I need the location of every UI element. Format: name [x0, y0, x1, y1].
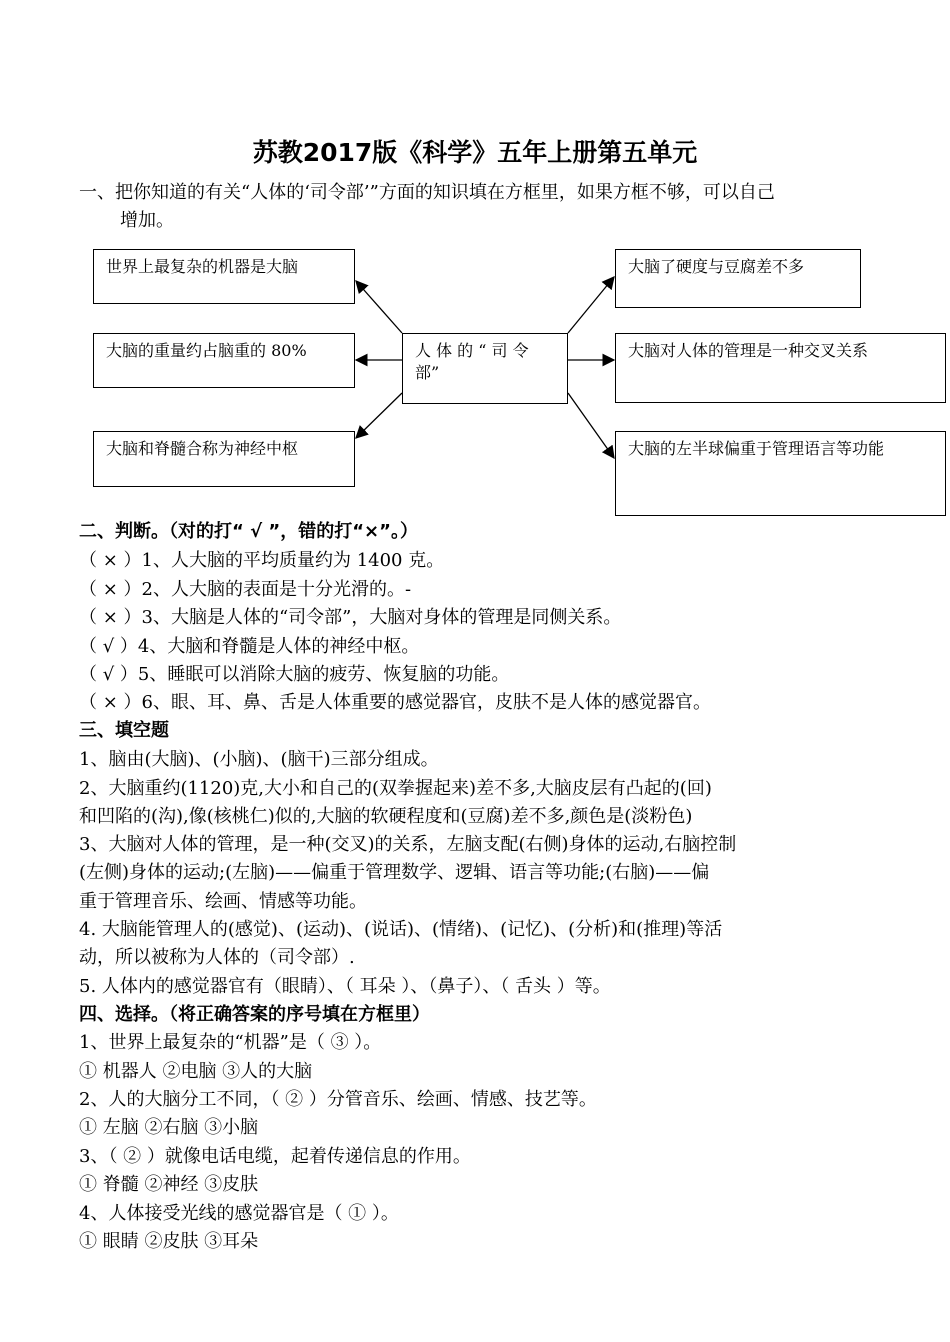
question-1-line2: 增加。	[120, 210, 174, 231]
left-box-2: 大脑的重量约占脑重的 80%	[93, 333, 355, 388]
fill-line-5: (左侧)身体的运动;(左脑)——偏重于管理数学、逻辑、语言等功能;(右脑)——偏	[79, 862, 710, 883]
center-box: 人 体 的 “ 司 令 部”	[402, 333, 568, 404]
choice-line-5: 3、（ ② ）就像电话电缆，起着传递信息的作用。	[79, 1146, 471, 1167]
page-title: 苏教2017版《科学》五年上册第五单元	[252, 138, 698, 167]
fill-line-8: 动，所以被称为人体的（司令部）.	[79, 947, 355, 968]
fill-line-7: 4. 大脑能管理人的(感觉)、(运动)、(说话)、(情绪)、(记忆)、(分析)和(推理)等活	[79, 919, 723, 940]
choice-line-6: ① 脊髓 ②神经 ③皮肤	[79, 1174, 259, 1195]
section-3-heading: 三、填空题	[79, 720, 169, 741]
judge-item-3: （ × ）3、大脑是人体的“司令部”，大脑对身体的管理是同侧关系。	[79, 607, 622, 628]
arrow-bottom-left	[356, 393, 402, 438]
fill-line-3: 和凹陷的(沟),像(核桃仁)似的,大脑的软硬程度和(豆腐)差不多,颜色是(淡粉色)	[79, 806, 693, 827]
left-box-1: 世界上最复杂的机器是大脑	[93, 249, 355, 304]
choice-line-2: ① 机器人 ②电脑 ③人的大脑	[79, 1061, 313, 1082]
arrow-bottom-right	[568, 393, 614, 458]
right-box-3: 大脑的左半球偏重于管理语言等功能	[615, 431, 946, 516]
right-box-1: 大脑了硬度与豆腐差不多	[615, 249, 861, 308]
right-box-2: 大脑对人体的管理是一种交叉关系	[615, 333, 946, 403]
judge-item-5: （ √ ）5、睡眠可以消除大脑的疲劳、恢复脑的功能。	[79, 664, 510, 685]
fill-line-1: 1、脑由(大脑)、(小脑)、(脑干)三部分组成。	[79, 749, 439, 770]
left-box-3: 大脑和脊髓合称为神经中枢	[93, 431, 355, 487]
judge-item-1: （ × ）1、人大脑的平均质量约为 1400 克。	[79, 550, 445, 571]
question-1-line1: 一、把你知道的有关“人体的‘司令部’”方面的知识填在方框里，如果方框不够，可以自己	[79, 182, 775, 203]
choice-line-1: 1、世界上最复杂的“机器”是（ ③ ）。	[79, 1032, 382, 1053]
fill-line-2: 2、大脑重约(1120)克,大小和自己的(双拳握起来)差不多,大脑皮层有凸起的(回)	[79, 778, 712, 799]
choice-line-4: ① 左脑 ②右脑 ③小脑	[79, 1117, 259, 1138]
judge-item-2: （ × ）2、人大脑的表面是十分光滑的。-	[79, 579, 412, 600]
arrow-top-right	[568, 277, 614, 333]
fill-line-4: 3、大脑对人体的管理，是一种(交叉)的关系，左脑支配(右侧)身体的运动,右脑控制	[79, 834, 737, 855]
judge-item-6: （ × ）6、眼、耳、鼻、舌是人体重要的感觉器官，皮肤不是人体的感觉器官。	[79, 692, 711, 713]
choice-line-7: 4、人体接受光线的感觉器官是（ ① ）。	[79, 1203, 399, 1224]
choice-line-8: ① 眼睛 ②皮肤 ③耳朵	[79, 1231, 259, 1252]
judge-item-4: （ √ ）4、大脑和脊髓是人体的神经中枢。	[79, 636, 420, 657]
fill-line-6: 重于管理音乐、绘画、情感等功能。	[79, 891, 367, 912]
section-4-heading: 四、选择。（将正确答案的序号填在方框里）	[79, 1004, 430, 1025]
choice-line-3: 2、人的大脑分工不同，（ ② ）分管音乐、绘画、情感、技艺等。	[79, 1089, 597, 1110]
arrow-top-left	[356, 281, 402, 333]
section-2-heading: 二、判断。（对的打“ √ ”，错的打“×”。）	[79, 521, 418, 542]
fill-line-9: 5. 人体内的感觉器官有（眼睛）、（ 耳朵 ）、（鼻子）、（ 舌头 ）等。	[79, 976, 611, 997]
